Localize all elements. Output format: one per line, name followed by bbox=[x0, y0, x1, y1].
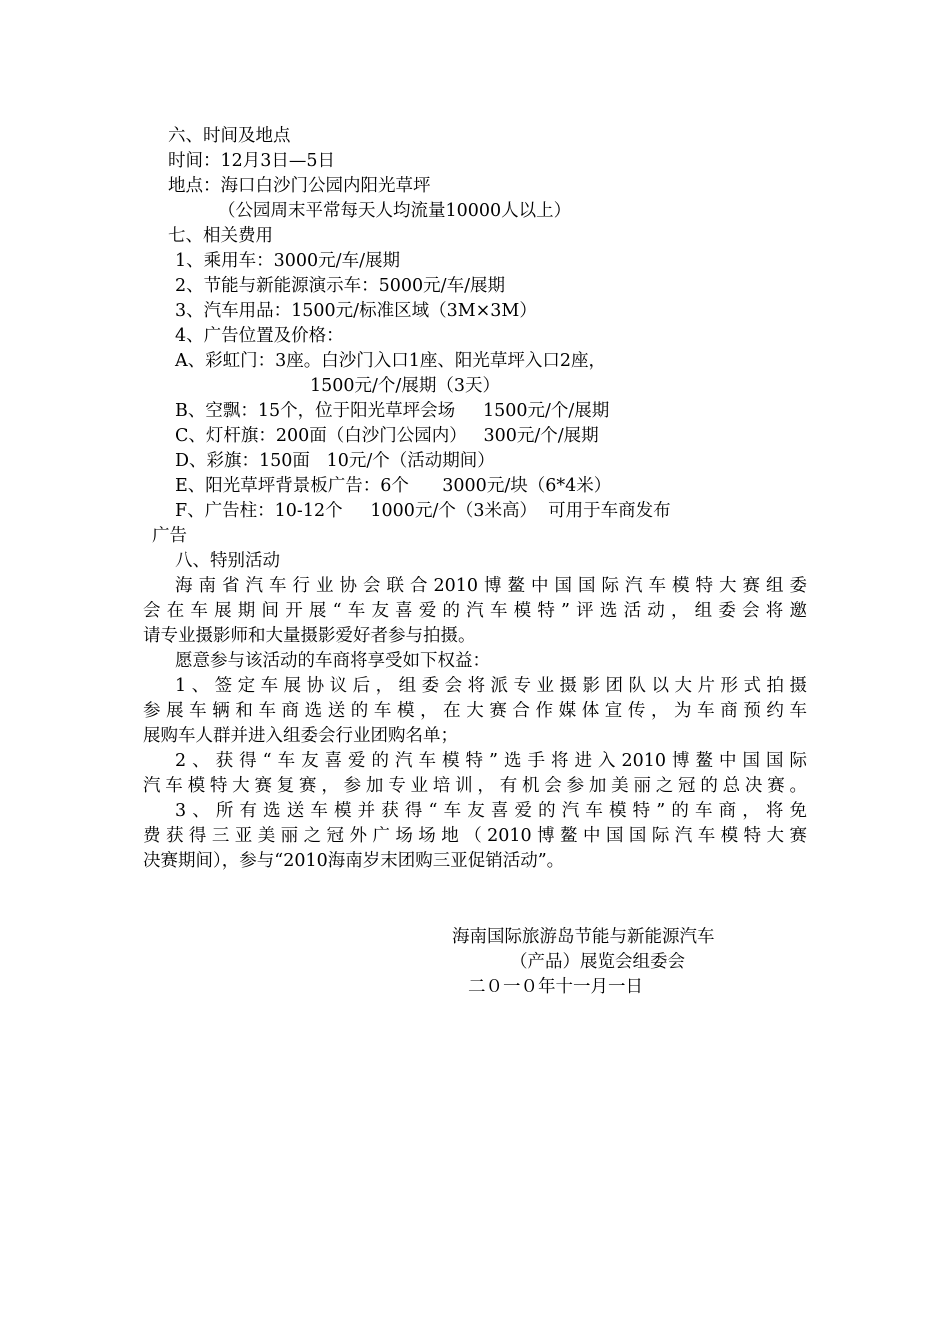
event-place: 地点：海口白沙门公园内阳光草坪 bbox=[168, 176, 431, 196]
fee-item-4: 4、广告位置及价格： bbox=[175, 326, 344, 346]
event-time: 时间：12月3日—5日 bbox=[168, 151, 336, 171]
fee-item-1: 1、乘用车：3000元/车/展期 bbox=[175, 251, 400, 271]
ad-item-f: F、广告柱：10-12个 1000元/个（3米高） 可用于车商发布 bbox=[175, 501, 671, 521]
signature-organization-line-1: 海南国际旅游岛节能与新能源汽车 bbox=[452, 927, 715, 947]
benefit-2-line-1: 2、获得“车友喜爱的汽车模特”选手将进入2010博鳌中国国际 bbox=[175, 751, 807, 771]
section8-heading: 八、特别活动 bbox=[175, 551, 280, 571]
fee-item-3: 3、汽车用品：1500元/标准区域（3M×3M） bbox=[175, 301, 537, 321]
benefit-1-line-1: 1、签定车展协议后，组委会将派专业摄影团队以大片形式拍摄 bbox=[175, 676, 807, 696]
activity-intro-line-3: 请专业摄影师和大量摄影爱好者参与拍摄。 bbox=[143, 626, 476, 646]
event-place-note: （公园周末平常每天人均流量10000人以上） bbox=[218, 201, 572, 221]
ad-item-a: A、彩虹门：3座。白沙门入口1座、阳光草坪入口2座， bbox=[175, 351, 607, 371]
ad-item-d: D、彩旗：150面 10元/个（活动期间） bbox=[175, 451, 495, 471]
benefit-1-line-2: 参展车辆和车商选送的车模，在大赛合作媒体宣传，为车商预约车 bbox=[143, 701, 807, 721]
benefit-3-line-2: 费获得三亚美丽之冠外广场场地（2010博鳌中国国际汽车模特大赛 bbox=[143, 826, 807, 846]
benefit-1-line-3: 展购车人群并进入组委会行业团购名单； bbox=[143, 726, 458, 746]
signature-date: 二０一０年十一月一日 bbox=[468, 977, 643, 997]
section6-heading: 六、时间及地点 bbox=[168, 126, 291, 146]
benefit-3-line-1: 3、所有选送车模并获得“车友喜爱的汽车模特”的车商，将免 bbox=[175, 801, 807, 821]
benefit-2-line-2: 汽车模特大赛复赛，参加专业培训，有机会参加美丽之冠的总决赛。 bbox=[143, 776, 807, 796]
ad-item-f-continued: 广告 bbox=[152, 526, 187, 546]
benefit-3-line-3: 决赛期间），参与“2010海南岁末团购三亚促销活动”。 bbox=[143, 851, 565, 871]
ad-item-c: C、灯杆旗：200面（白沙门公园内） 300元/个/展期 bbox=[175, 426, 599, 446]
ad-item-b: B、空飘：15个，位于阳光草坪会场 1500元/个/展期 bbox=[175, 401, 610, 421]
activity-intro-line-2: 会在车展期间开展“车友喜爱的汽车模特”评选活动，组委会将邀 bbox=[143, 601, 807, 621]
section7-heading: 七、相关费用 bbox=[168, 226, 273, 246]
ad-item-a-price: 1500元/个/展期（3天） bbox=[310, 376, 500, 396]
ad-item-e: E、阳光草坪背景板广告：6个 3000元/块（6*4米） bbox=[175, 476, 612, 496]
fee-item-2: 2、节能与新能源演示车：5000元/车/展期 bbox=[175, 276, 505, 296]
activity-intro-line-1: 海南省汽车行业协会联合2010博鳌中国国际汽车模特大赛组委 bbox=[175, 576, 807, 596]
benefits-intro: 愿意参与该活动的车商将享受如下权益： bbox=[175, 651, 490, 671]
signature-organization-line-2: （产品）展览会组委会 bbox=[510, 952, 685, 972]
